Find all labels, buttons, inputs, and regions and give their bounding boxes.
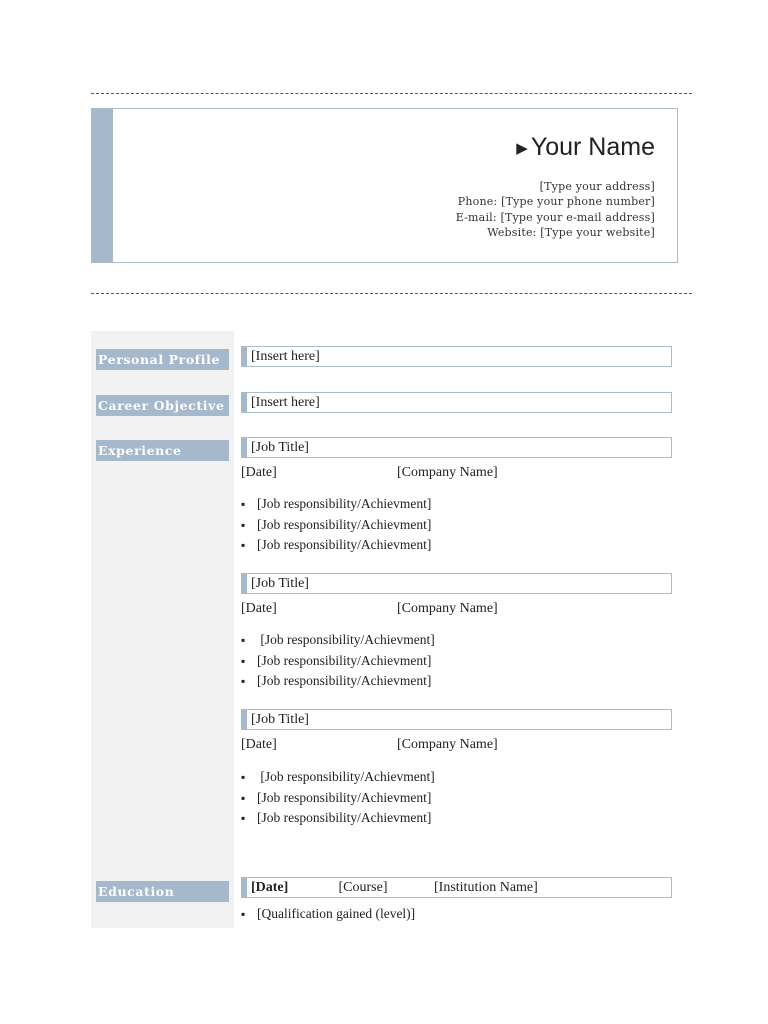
experience-label: Experience (96, 440, 229, 461)
list-item[interactable]: ▪ [Job responsibility/Achievment] (241, 494, 431, 515)
section-sidebar (91, 331, 234, 928)
list-item[interactable]: ▪ [Job responsibility/Achievment] (241, 515, 431, 536)
contact-info (456, 179, 655, 241)
list-item[interactable]: ▪ [Job responsibility/Achievment] (241, 808, 435, 829)
job-responsibilities (241, 494, 431, 556)
list-item[interactable]: ▪ [Job responsibility/Achievment] (241, 630, 435, 651)
education-qualifications (241, 904, 415, 925)
job-title-field[interactable]: [Job Title] (241, 437, 672, 458)
career-objective-field[interactable]: [Insert here] (241, 392, 672, 413)
list-item[interactable]: ▪ [Job responsibility/Achievment] (241, 788, 435, 809)
job-date[interactable]: [Date] (241, 737, 277, 752)
list-item[interactable]: ▪ [Job responsibility/Achievment] (241, 767, 435, 788)
phone-line[interactable]: Phone: [Type your phone number] (457, 195, 655, 209)
header-divider (91, 293, 692, 294)
education-course[interactable]: [Course] (338, 880, 388, 895)
header-card (91, 108, 678, 263)
education-label: Education (96, 881, 229, 902)
job-title-field[interactable]: [Job Title] (241, 709, 672, 730)
job-date[interactable]: [Date] (241, 601, 277, 616)
website-line[interactable]: Website: [Type your website] (487, 226, 655, 240)
job-date[interactable]: [Date] (241, 465, 277, 480)
education-field[interactable] (241, 877, 672, 898)
job-company[interactable]: [Company Name] (397, 465, 498, 480)
list-item[interactable]: ▪ [Qualification gained (level)] (241, 904, 415, 925)
career-objective-label: Career Objective (96, 395, 229, 416)
list-item[interactable]: ▪ [Job responsibility/Achievment] (241, 651, 435, 672)
job-company[interactable]: [Company Name] (397, 601, 498, 616)
top-divider (91, 93, 692, 94)
arrow-icon: ▶ (516, 139, 528, 157)
your-name[interactable]: Your Name (530, 133, 655, 161)
job-responsibilities (241, 767, 435, 829)
email-line[interactable]: E-mail: [Type your e-mail address] (455, 210, 655, 224)
name-row (516, 133, 655, 162)
address-line[interactable]: [Type your address] (539, 180, 655, 193)
education-institution[interactable]: [Institution Name] (434, 880, 538, 895)
header-accent-bar (92, 109, 113, 262)
personal-profile-label: Personal Profile (96, 349, 229, 370)
list-item[interactable]: ▪ [Job responsibility/Achievment] (241, 671, 435, 692)
job-responsibilities (241, 630, 435, 692)
list-item[interactable]: ▪ [Job responsibility/Achievment] (241, 535, 431, 556)
job-title-field[interactable]: [Job Title] (241, 573, 672, 594)
education-date[interactable]: [Date] (251, 880, 289, 895)
job-company[interactable]: [Company Name] (397, 737, 498, 752)
personal-profile-field[interactable]: [Insert here] (241, 346, 672, 367)
